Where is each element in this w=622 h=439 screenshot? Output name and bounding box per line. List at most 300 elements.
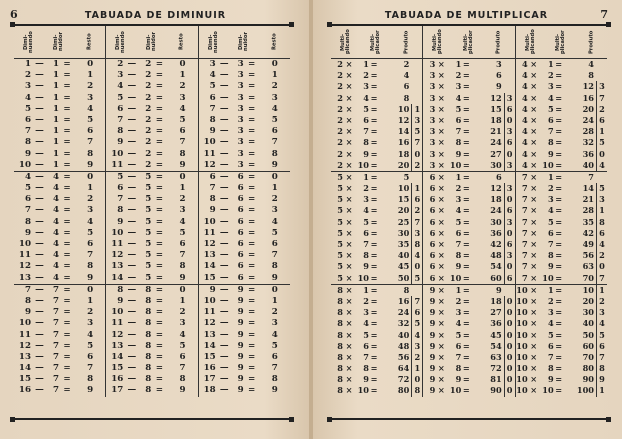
remainder: 8	[87, 261, 94, 272]
digit-sum: 6	[411, 194, 422, 205]
product: 12	[490, 92, 502, 103]
minuend: 9	[209, 284, 216, 295]
subtrahend: 1	[52, 59, 59, 69]
table-row	[199, 228, 290, 239]
table-column	[331, 285, 423, 397]
remainder: 4	[87, 329, 94, 340]
multiplier: 5	[455, 216, 462, 227]
table-row	[423, 296, 514, 307]
table-row	[106, 126, 197, 137]
multiplicand: 2	[337, 159, 343, 170]
minus-sign: —	[35, 385, 44, 396]
remainder: 9	[179, 159, 186, 170]
remainder: 2	[271, 307, 278, 318]
digit-sum: 1	[596, 385, 607, 396]
table-row	[14, 93, 105, 104]
minuend: 7	[209, 103, 216, 114]
column-header: Multi- plicador	[554, 30, 567, 54]
equals-sign: =	[248, 329, 256, 340]
table-row	[516, 194, 607, 205]
equals-sign: =	[555, 374, 563, 385]
table-row	[423, 341, 514, 352]
digit-sum: 0	[411, 374, 422, 385]
multiplicand: 4	[521, 137, 528, 148]
minus-sign: —	[127, 261, 137, 272]
table-row	[106, 59, 197, 70]
digit-sum: 3	[504, 217, 515, 228]
header-group	[14, 26, 106, 58]
multiplier: 5	[547, 329, 554, 340]
column-header: Multi- plicador	[370, 30, 382, 54]
minus-sign: —	[127, 227, 137, 238]
table-column	[516, 172, 607, 284]
subtrahend: 7	[52, 363, 59, 374]
times-sign: ×	[437, 261, 445, 272]
multiplicand: 8	[337, 307, 343, 318]
column-header: Multi- plicando	[524, 29, 536, 55]
digit-sum: 6	[504, 137, 515, 148]
multiplier: 10	[357, 272, 369, 283]
minus-sign: —	[127, 137, 137, 148]
product: 32	[397, 318, 410, 329]
multiplier: 7	[547, 239, 554, 249]
subtrahend: 9	[237, 329, 244, 340]
remainder: 4	[271, 216, 278, 227]
times-sign: ×	[345, 148, 353, 159]
table-row	[106, 352, 197, 363]
minuend: 15	[18, 374, 31, 385]
times-sign: ×	[530, 340, 538, 351]
multiplicand: 4	[521, 59, 528, 69]
multiplier: 1	[363, 171, 369, 182]
minuend: 6	[117, 183, 124, 194]
minuend: 5	[117, 171, 124, 182]
table-column	[199, 59, 290, 171]
multiplicand: 7	[521, 171, 528, 182]
multiplier: 9	[547, 261, 554, 272]
minus-sign: —	[219, 183, 229, 194]
equals-sign: =	[462, 114, 470, 125]
column-header: Dimi- nuendo	[115, 31, 127, 53]
table-row	[106, 307, 197, 318]
table-row	[423, 126, 514, 137]
digit-sum: 8	[411, 239, 422, 250]
equals-sign: =	[155, 385, 163, 396]
table-row	[199, 385, 290, 396]
table-block	[331, 285, 607, 397]
minus-sign: —	[35, 171, 44, 182]
digit-sum: 0	[596, 261, 607, 272]
table-row	[199, 285, 290, 296]
table-row	[106, 70, 197, 81]
minuend: 11	[111, 318, 124, 329]
multiplication-table-title: TABUADA DE MULTIPLICAR	[384, 10, 549, 21]
table-row	[14, 273, 105, 284]
equals-sign: =	[462, 194, 470, 205]
equals-sign: =	[155, 205, 163, 216]
multiplier: 6	[547, 340, 554, 351]
table-row	[199, 318, 290, 329]
minuend: 10	[203, 137, 216, 148]
product: 40	[582, 318, 594, 329]
product: 81	[490, 374, 502, 385]
minuend: 8	[24, 295, 31, 306]
minuend: 11	[18, 329, 31, 340]
minuend: 5	[24, 183, 31, 194]
digit-sum: 7	[596, 273, 607, 284]
equals-sign: =	[555, 351, 563, 362]
remainder: 5	[87, 340, 94, 351]
multiplicand: 5	[337, 171, 343, 182]
table-row	[199, 81, 290, 92]
remainder: 7	[271, 137, 278, 148]
equals-sign: =	[370, 194, 378, 205]
minus-sign: —	[127, 216, 137, 227]
digit-sum: 6	[504, 239, 515, 250]
multiplicand: 2	[337, 70, 343, 81]
times-sign: ×	[345, 216, 353, 227]
multiplicand: 5	[337, 205, 343, 216]
digit-sum: 0	[411, 261, 422, 272]
multiplier: 2	[455, 183, 462, 194]
multiplicand: 5	[337, 272, 343, 283]
table-row	[14, 126, 105, 137]
minuend: 7	[24, 284, 31, 295]
product: 20	[582, 103, 594, 114]
subtrahend: 3	[237, 103, 244, 114]
product: 30	[490, 216, 502, 227]
minuend: 13	[18, 272, 31, 283]
multiplicand: 2	[337, 126, 343, 137]
table-corner	[289, 417, 294, 422]
table-block	[331, 172, 607, 285]
minus-sign: —	[219, 126, 229, 137]
multiplicand: 10	[516, 329, 528, 340]
remainder: 2	[87, 307, 94, 318]
subtrahend: 9	[237, 385, 244, 396]
digit-sum: 3	[411, 115, 422, 126]
equals-sign: =	[155, 250, 163, 261]
equals-sign: =	[63, 194, 71, 205]
equals-sign: =	[63, 59, 71, 69]
subtrahend: 2	[145, 126, 152, 137]
table-row	[331, 385, 422, 396]
minuend: 14	[18, 363, 31, 374]
equals-sign: =	[63, 148, 71, 159]
equals-sign: =	[555, 261, 563, 272]
remainder: 1	[87, 70, 94, 81]
remainder: 5	[87, 227, 94, 238]
minus-sign: —	[219, 59, 229, 69]
digit-sum: 1	[596, 285, 607, 296]
multiplicand: 9	[429, 318, 436, 329]
multiplier: 1	[363, 59, 369, 69]
remainder: 2	[87, 194, 94, 205]
equals-sign: =	[155, 307, 163, 318]
remainder: 6	[179, 239, 186, 249]
remainder: 8	[271, 148, 278, 159]
multiplicand: 4	[521, 148, 528, 159]
digit-sum: 8	[596, 217, 607, 228]
column-header: Produto	[588, 30, 595, 54]
table-row	[516, 239, 607, 250]
table-row	[423, 273, 514, 284]
multiplier: 7	[363, 239, 369, 249]
digit-sum: 6	[411, 307, 422, 318]
minuend: 7	[117, 114, 124, 125]
remainder: 8	[271, 374, 278, 385]
multiplicand: 3	[429, 137, 436, 148]
multiplier: 6	[363, 227, 369, 238]
digit-sum: 4	[411, 330, 422, 341]
times-sign: ×	[345, 340, 353, 351]
minus-sign: —	[219, 239, 229, 249]
product: 35	[397, 239, 410, 249]
multiplicand: 3	[429, 59, 436, 69]
table-row	[516, 93, 607, 104]
subtrahend: 3	[237, 92, 244, 103]
equals-sign: =	[370, 92, 378, 103]
minuend: 15	[203, 272, 216, 283]
table-row	[331, 374, 422, 385]
times-sign: ×	[345, 114, 353, 125]
multiplier: 4	[363, 318, 369, 329]
equals-sign: =	[555, 183, 563, 194]
remainder: 2	[179, 307, 186, 318]
table-row	[106, 217, 197, 228]
product: 16	[397, 137, 410, 148]
product: 40	[397, 250, 410, 261]
minuend: 13	[203, 329, 216, 340]
multiplicand: 2	[337, 81, 343, 92]
multiplicand: 7	[521, 250, 528, 261]
minus-sign: —	[35, 92, 44, 103]
remainder: 1	[179, 295, 186, 306]
equals-sign: =	[555, 239, 563, 249]
column-header: Dimi- nuidor	[237, 32, 250, 52]
times-sign: ×	[530, 137, 538, 148]
equals-sign: =	[155, 374, 163, 385]
subtrahend: 8	[145, 295, 152, 306]
multiplier: 6	[455, 340, 462, 351]
minuend: 8	[209, 114, 216, 125]
table-row	[106, 137, 197, 148]
table-row	[516, 59, 607, 70]
equals-sign: =	[248, 318, 256, 329]
subtrahend: 2	[145, 159, 152, 170]
minus-sign: —	[219, 205, 229, 216]
table-row	[423, 228, 514, 239]
table-block	[14, 285, 290, 397]
table-row	[14, 239, 105, 250]
product: 49	[582, 239, 594, 249]
equals-sign: =	[63, 216, 71, 227]
times-sign: ×	[530, 194, 538, 205]
table-row	[423, 115, 514, 126]
remainder: 7	[179, 137, 186, 148]
minus-sign: —	[219, 329, 229, 340]
equals-sign: =	[370, 363, 378, 374]
remainder: 0	[87, 171, 94, 182]
times-sign: ×	[345, 171, 353, 182]
digit-sum: 3	[504, 126, 515, 137]
equals-sign: =	[370, 227, 378, 238]
subtrahend: 2	[145, 114, 152, 125]
digit-sum: 2	[411, 205, 422, 216]
equals-sign: =	[248, 340, 256, 351]
minuend: 15	[203, 351, 216, 362]
subtrahend: 4	[52, 239, 59, 249]
table-row	[199, 296, 290, 307]
product: 36	[490, 318, 502, 329]
times-sign: ×	[437, 272, 445, 283]
subtrahend: 5	[145, 171, 152, 182]
table-row	[106, 273, 197, 284]
table-row	[516, 228, 607, 239]
times-sign: ×	[345, 205, 353, 216]
multiplicand: 6	[429, 261, 436, 272]
minuend: 4	[209, 70, 216, 81]
minus-sign: —	[219, 284, 229, 295]
equals-sign: =	[370, 216, 378, 227]
subtrahend: 6	[237, 272, 244, 283]
minus-sign: —	[219, 272, 229, 283]
equals-sign: =	[462, 318, 470, 329]
digit-sum: 4	[596, 318, 607, 329]
digit-sum: 6	[504, 273, 515, 284]
minus-sign: —	[35, 284, 44, 295]
multiplicand: 5	[337, 227, 343, 238]
times-sign: ×	[437, 70, 445, 81]
column-header: Resto	[271, 33, 278, 51]
table-row	[14, 385, 105, 396]
remainder: 0	[271, 171, 278, 182]
minus-sign: —	[35, 114, 44, 125]
multiplier: 5	[455, 329, 462, 340]
equals-sign: =	[555, 205, 563, 216]
equals-sign: =	[555, 216, 563, 227]
equals-sign: =	[63, 137, 71, 148]
product: 12	[397, 114, 410, 125]
product: 16	[582, 92, 594, 103]
column-header: Multi- plicando	[339, 29, 352, 55]
subtrahend: 7	[52, 340, 59, 351]
table-row	[14, 374, 105, 385]
digit-sum: 1	[596, 205, 607, 216]
product: 80	[397, 385, 410, 396]
remainder: 8	[87, 148, 94, 159]
equals-sign: =	[155, 295, 163, 306]
subtrahend: 3	[237, 159, 244, 170]
multiplicand: 2	[337, 137, 343, 148]
multiplicand: 10	[516, 340, 528, 351]
table-row	[516, 104, 607, 115]
column-header: Produto	[403, 30, 410, 54]
multiplicand: 10	[516, 318, 528, 329]
minus-sign: —	[35, 159, 44, 170]
column-header: Dimi- nuendo	[22, 31, 35, 53]
product: 60	[582, 340, 594, 351]
minuend: 10	[111, 227, 124, 238]
multiplicand: 7	[521, 261, 528, 272]
equals-sign: =	[555, 126, 563, 137]
minus-sign: —	[219, 137, 229, 148]
minus-sign: —	[127, 70, 137, 81]
equals-sign: =	[370, 329, 378, 340]
table-row	[14, 183, 105, 194]
minus-sign: —	[219, 351, 229, 362]
subtrahend: 1	[52, 103, 59, 114]
remainder: 6	[179, 126, 186, 137]
multiplicand: 9	[429, 340, 436, 351]
table-row	[106, 115, 197, 126]
times-sign: ×	[345, 227, 353, 238]
digit-sum: 0	[504, 261, 515, 272]
equals-sign: =	[462, 250, 470, 261]
digit-sum: 0	[504, 374, 515, 385]
equals-sign: =	[63, 363, 71, 374]
times-sign: ×	[345, 194, 353, 205]
equals-sign: =	[555, 329, 563, 340]
equals-sign: =	[370, 284, 378, 295]
digit-sum: 1	[411, 183, 422, 194]
product: 9	[495, 81, 502, 92]
multiplicand: 8	[337, 340, 343, 351]
equals-sign: =	[155, 70, 163, 81]
product: 20	[397, 159, 410, 170]
subtrahend: 9	[237, 340, 244, 351]
multiplier: 1	[455, 284, 462, 295]
equals-sign: =	[370, 340, 378, 351]
minuend: 18	[203, 385, 216, 396]
minuend: 6	[24, 114, 31, 125]
multiplier: 3	[455, 307, 462, 318]
multiplicand: 4	[521, 114, 528, 125]
subtrahend: 3	[237, 114, 244, 125]
equals-sign: =	[462, 103, 470, 114]
table-row	[14, 59, 105, 70]
remainder: 4	[87, 216, 94, 227]
equals-sign: =	[63, 250, 71, 261]
equals-sign: =	[370, 59, 378, 69]
table-row	[516, 126, 607, 137]
minus-sign: —	[35, 374, 44, 385]
remainder: 3	[179, 318, 186, 329]
remainder: 5	[271, 114, 278, 125]
equals-sign: =	[63, 261, 71, 272]
subtrahend: 7	[52, 284, 59, 295]
multiplier: 3	[547, 81, 554, 92]
table-row	[14, 261, 105, 272]
table-column	[199, 172, 290, 284]
multiplier: 2	[547, 183, 554, 194]
times-sign: ×	[530, 227, 538, 238]
table-row	[199, 352, 290, 363]
equals-sign: =	[155, 363, 163, 374]
product: 50	[582, 329, 594, 340]
times-sign: ×	[530, 171, 538, 182]
remainder: 6	[271, 351, 278, 362]
multiplier: 4	[547, 318, 554, 329]
table-row	[516, 115, 607, 126]
subtraction-table-title: TABUADA DE DIMINUIR	[84, 10, 227, 21]
multiplicand: 8	[337, 329, 343, 340]
times-sign: ×	[345, 92, 353, 103]
subtrahend: 5	[145, 205, 152, 216]
multiplicand: 6	[429, 227, 436, 238]
minus-sign: —	[127, 284, 137, 295]
equals-sign: =	[555, 81, 563, 92]
